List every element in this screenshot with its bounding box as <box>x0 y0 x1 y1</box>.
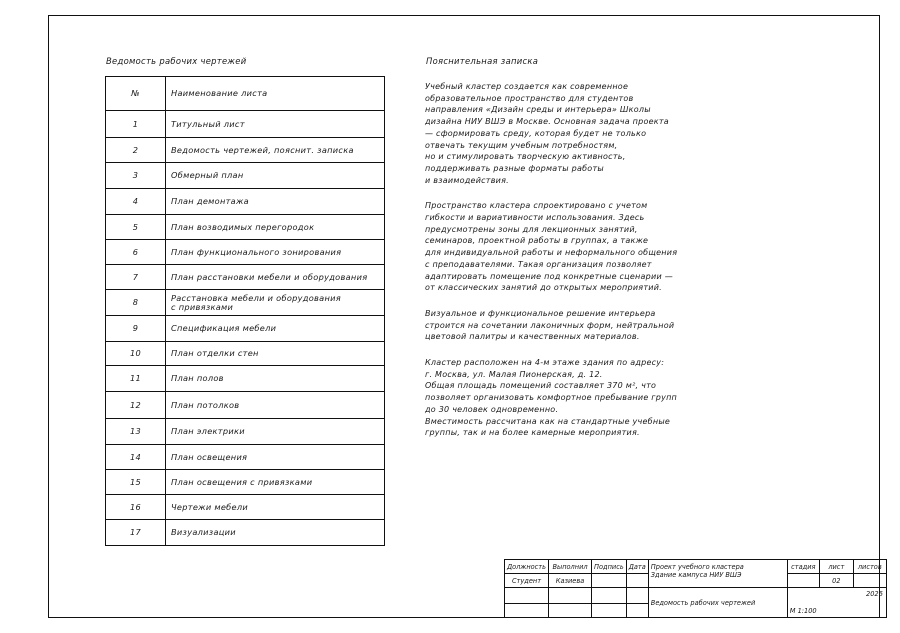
tb-h-date: Дата <box>626 560 648 574</box>
register-row-num: 15 <box>106 470 166 495</box>
register-row-name: Расстановка мебели и оборудования с привязками <box>166 290 385 316</box>
register-row-num: 2 <box>106 138 166 163</box>
register-row <box>106 240 385 265</box>
register-row-name: План возводимых перегородок <box>166 215 385 240</box>
tb-sheets-cell <box>853 574 886 588</box>
register-row-num: 5 <box>106 215 166 240</box>
register-row <box>106 163 385 189</box>
register-row-num: 9 <box>106 316 166 342</box>
register-row <box>106 215 385 240</box>
register-row <box>106 290 385 316</box>
tb-empty-5 <box>505 604 549 618</box>
register-row-name: План отделки стен <box>166 342 385 366</box>
tb-scale: М 1:100 <box>789 607 817 615</box>
register-row-name: Титульный лист <box>166 111 385 138</box>
tb-h-sheet: лист <box>819 560 853 574</box>
tb-position: Студент <box>505 574 549 588</box>
explanatory-note <box>425 81 725 453</box>
tb-empty-2 <box>549 588 592 604</box>
tb-empty-4 <box>626 588 648 604</box>
register-title: Ведомость рабочих чертежей <box>106 56 247 66</box>
tb-h-signature: Подпись <box>592 560 627 574</box>
register-row-num: 4 <box>106 189 166 215</box>
register-row-num: 16 <box>106 495 166 520</box>
register-row <box>106 111 385 138</box>
register-row <box>106 189 385 215</box>
register-row-name: Визуализации <box>166 520 385 546</box>
tb-stage-cell <box>787 574 819 588</box>
note-paragraph-3: Визуальное и функциональное решение интерьера строится на сочетании лаконичных форм, нейтральной цветовой палитры и качественных материалов. <box>425 308 675 342</box>
tb-empty-8 <box>626 604 648 618</box>
tb-empty-6 <box>549 604 592 618</box>
register-row <box>106 495 385 520</box>
note-paragraph-2: Пространство кластера спроектировано с учетом гибкости и вариативности использования. Здесь предусмотрены зоны для лекционных занятий, семинаров, проектной работы в группах, а также для индивидуальной работы и неформального общения с преподавателями. Такая организация позволяет адаптировать помещение под конкретные сценарии — от классических занятий до открытых мероприятий. <box>425 201 678 293</box>
register-row-num: 10 <box>106 342 166 366</box>
register-row-name: План полов <box>166 366 385 392</box>
tb-performer: Казиева <box>549 574 592 588</box>
register-row-name: План расстановки мебели и оборудования <box>166 265 385 290</box>
register-row-num: 1 <box>106 111 166 138</box>
register-row <box>106 342 385 366</box>
register-row-num: 7 <box>106 265 166 290</box>
register-row <box>106 392 385 419</box>
tb-year: 2026 <box>866 590 883 598</box>
tb-empty-3 <box>592 588 627 604</box>
register-row-name: Чертежи мебели <box>166 495 385 520</box>
register-row-name: План освещения с привязками <box>166 470 385 495</box>
tb-sheet-no: 02 <box>819 574 853 588</box>
tb-h-position: Должность <box>505 560 549 574</box>
tb-h-sheets: листов <box>853 560 886 574</box>
register-row-num: 3 <box>106 163 166 189</box>
register-row-num: 12 <box>106 392 166 419</box>
register-row-num: 11 <box>106 366 166 392</box>
register-row-num: 8 <box>106 290 166 316</box>
tb-h-performed: Выполнил <box>549 560 592 574</box>
drawing-register-table <box>105 76 385 546</box>
register-row-name: План демонтажа <box>166 189 385 215</box>
note-paragraph-4: Кластер расположен на 4-м этаже здания по адресу: г. Москва, ул. Малая Пионерская, д. 12. Общая площадь помещений составляет 370 м², что позволяет организовать комфортное пребывание групп до 30 человек одновременно. Вместимость рассчитана как на стандартные учебные группы, так и на более камерные мероприятия. <box>425 358 678 438</box>
title-block <box>504 559 887 618</box>
tb-meta <box>787 588 886 618</box>
register-row-num: 14 <box>106 445 166 470</box>
note-title: Пояснительная записка <box>426 56 539 66</box>
tb-signature-cell <box>592 574 627 588</box>
register-row <box>106 138 385 163</box>
tb-empty-7 <box>592 604 627 618</box>
register-row-name: План функционального зонирования <box>166 240 385 265</box>
register-row-num: 6 <box>106 240 166 265</box>
tb-sheet-name: Ведомость рабочих чертежей <box>648 588 787 618</box>
register-row <box>106 520 385 546</box>
register-row-name: План электрики <box>166 419 385 445</box>
register-header-row <box>106 77 385 111</box>
tb-empty-1 <box>505 588 549 604</box>
register-row <box>106 265 385 290</box>
register-row-name: Обмерный план <box>166 163 385 189</box>
register-row-name: План потолков <box>166 392 385 419</box>
register-row <box>106 419 385 445</box>
note-paragraph-1: Учебный кластер создается как современное образовательное пространство для студентов направления «Дизайн среды и интерьера» Школы дизайна НИУ ВШЭ в Москве. Основная задача проекта — сформировать среду, которая будет не только отвечать текущим учебным потребностям, но и стимулировать творческую активность, поддерживать разные форматы работы и взаимодействия. <box>425 82 669 185</box>
register-row-name: Спецификация мебели <box>166 316 385 342</box>
register-row-name: Ведомость чертежей, пояснит. записка <box>166 138 385 163</box>
header-num: № <box>106 77 166 111</box>
tb-h-stage: стадия <box>787 560 819 574</box>
register-row-num: 17 <box>106 520 166 546</box>
register-row-name: План освещения <box>166 445 385 470</box>
header-name: Наименование листа <box>166 77 385 111</box>
register-row-num: 13 <box>106 419 166 445</box>
tb-project: Проект учебного кластера Здание кампуса НИУ ВШЭ <box>648 560 787 588</box>
register-row <box>106 470 385 495</box>
tb-date-cell <box>626 574 648 588</box>
register-row <box>106 366 385 392</box>
register-row <box>106 445 385 470</box>
register-row <box>106 316 385 342</box>
